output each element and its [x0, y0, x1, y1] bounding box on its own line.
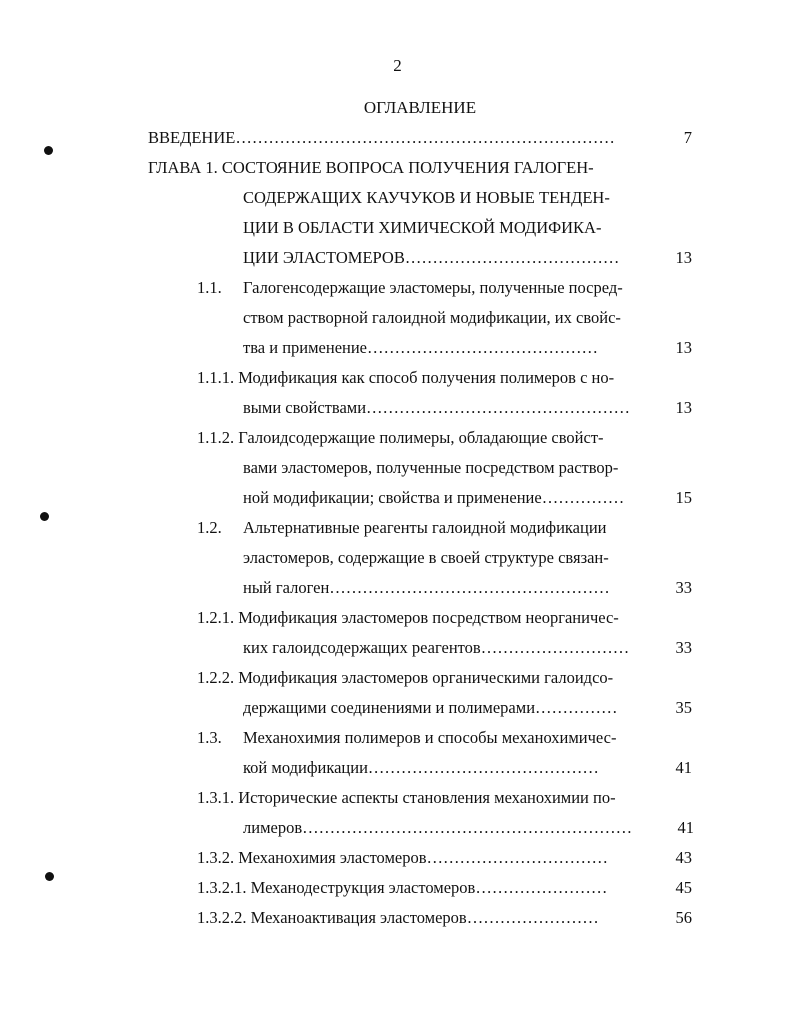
- toc-page-number: 43: [675, 848, 692, 867]
- toc-entry-text: держащими соединениями и полимерами……………: [243, 698, 618, 717]
- toc-entry-text: Механохимия полимеров и способы механохимичес-: [243, 728, 617, 747]
- toc-entry-text: эластомеров, содержащие в своей структуре связан-: [243, 548, 609, 567]
- toc-entry-text: ЦИИ ЭЛАСТОМЕРОВ…………………………………: [243, 248, 620, 267]
- toc-entry-text: Галогенсодержащие эластомеры, полученные посред-: [243, 278, 623, 297]
- toc-page-number: 45: [675, 878, 692, 897]
- toc-entry-text: 1.1.1. Модификация как способ получения полимеров с но-: [197, 368, 615, 387]
- toc-entry-text: Альтернативные реагенты галоидной модификации: [243, 518, 607, 537]
- toc-entry-text: выми свойствами…………………………………………: [243, 398, 631, 417]
- toc-entry-text: вами эластомеров, полученные посредством раствор-: [243, 458, 619, 477]
- toc-entry-text: 1.1.2. Галоидсодержащие полимеры, обладающие свойст-: [197, 428, 604, 447]
- toc-entry-text: лимеров……………………………………………………: [243, 818, 633, 837]
- toc-page-number: 41: [675, 758, 692, 777]
- toc-entry-text: 1.3.2.2. Механоактивация эластомеров……………………: [197, 908, 599, 927]
- toc-page-number: 13: [675, 398, 692, 417]
- toc-entry-text: ством растворной галоидной модификации, их свойс-: [243, 308, 621, 327]
- toc-entry-text: 1.3.1. Исторические аспекты становления механохимии по-: [197, 788, 616, 807]
- punch-hole-mark: [40, 512, 49, 521]
- toc-entry-number: 1.3.: [197, 728, 222, 747]
- toc-entry-text: 1.3.2.1. Механодеструкция эластомеров……………………: [197, 878, 608, 897]
- toc-entry-number: 1.2.: [197, 518, 222, 537]
- toc-entry-text: тва и применение……………………………………: [243, 338, 598, 357]
- toc-page-number: 13: [675, 248, 692, 267]
- toc-entry-text: ГЛАВА 1. СОСТОЯНИЕ ВОПРОСА ПОЛУЧЕНИЯ ГАЛОГЕН-: [148, 158, 594, 177]
- toc-entry-text: ной модификации; свойства и применение……………: [243, 488, 625, 507]
- toc-entry-text: 1.2.2. Модификация эластомеров органическими галоидсо-: [197, 668, 614, 687]
- toc-entry-text: ный галоген……………………………………………: [243, 578, 610, 597]
- page-title: ОГЛАВЛЕНИЕ: [363, 98, 477, 117]
- punch-hole-mark: [45, 872, 54, 881]
- toc-page-number: 41: [677, 818, 694, 837]
- toc-page-number: 13: [675, 338, 692, 357]
- toc-entry-text: 1.2.1. Модификация эластомеров посредством неорганичес-: [197, 608, 619, 627]
- toc-page-number: 35: [675, 698, 692, 717]
- toc-entry-text: 1.3.2. Механохимия эластомеров……………………………: [197, 848, 609, 867]
- toc-entry-number: 1.1.: [197, 278, 222, 297]
- toc-entry-text: ЦИИ В ОБЛАСТИ ХИМИЧЕСКОЙ МОДИФИКА-: [243, 218, 602, 237]
- page-number: 2: [393, 56, 402, 75]
- toc-entry-text: кой модификации……………………………………: [243, 758, 599, 777]
- toc-page-number: 33: [675, 578, 692, 597]
- toc-page-number: 15: [675, 488, 692, 507]
- toc-page-number: 7: [683, 128, 692, 147]
- toc-entry-text: ких галоидсодержащих реагентов………………………: [243, 638, 630, 657]
- punch-hole-mark: [44, 146, 53, 155]
- toc-page-number: 56: [675, 908, 692, 927]
- toc-entry-text: СОДЕРЖАЩИХ КАУЧУКОВ И НОВЫЕ ТЕНДЕН-: [243, 188, 610, 207]
- toc-page-number: 33: [675, 638, 692, 657]
- toc-entry-text: ВВЕДЕНИЕ……………………………………………………………: [148, 128, 615, 147]
